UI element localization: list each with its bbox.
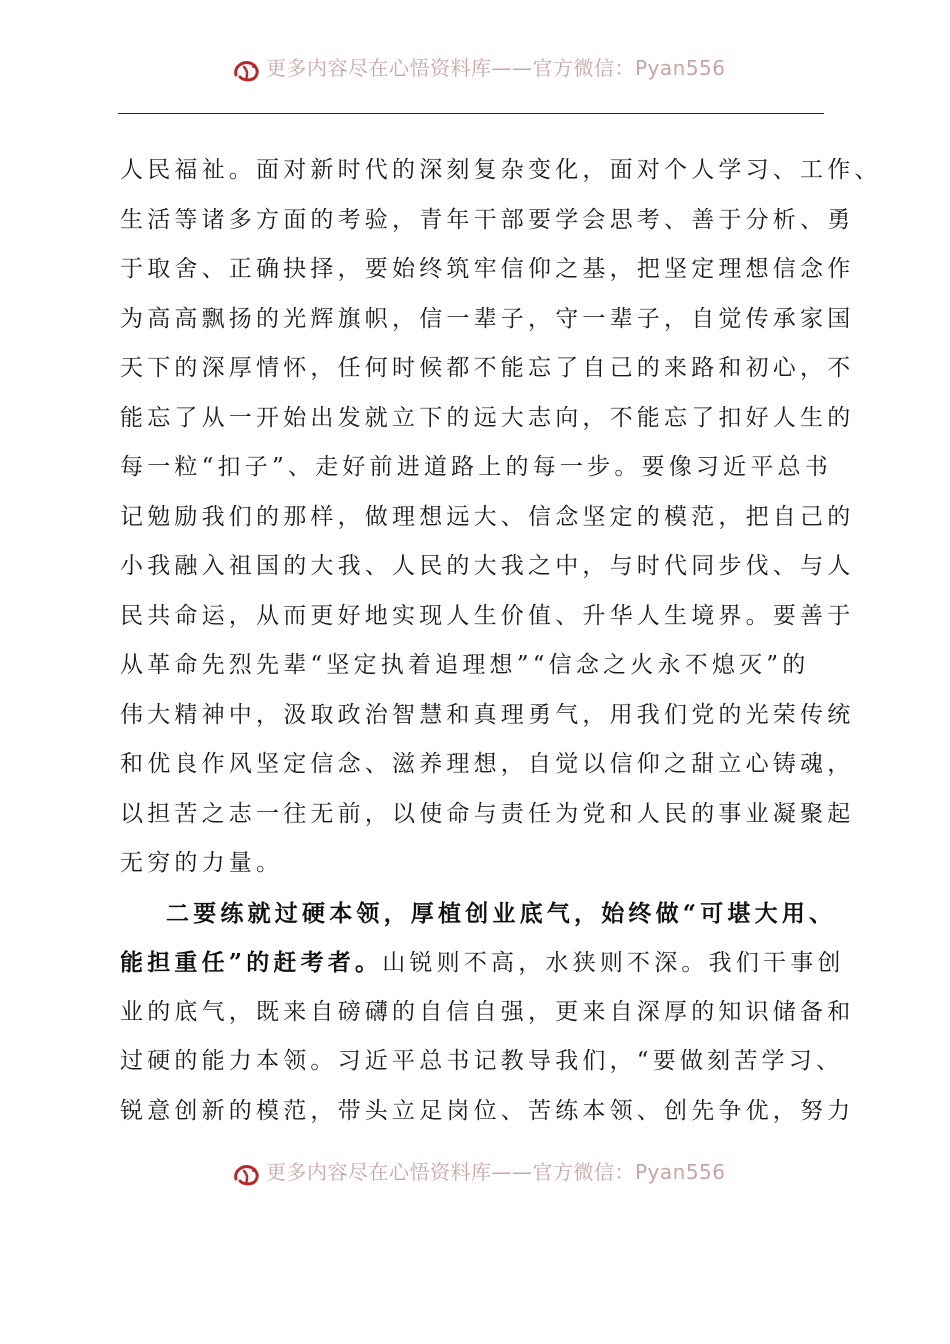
brush-logo-icon — [232, 1161, 262, 1187]
section-heading-line: 二要练就过硬本领，厚植创业底气，始终做“可堪大用、 — [166, 899, 837, 927]
text-line: 记勉励我们的那样，做理想远大、信念坚定的模范，把自己的 — [120, 503, 855, 530]
text-line: 从革命先烈先辈“坚定执着追理想”“信念之火永不熄灭”的 — [120, 652, 810, 678]
text-line: 和优良作风坚定信念、滋养理想，自觉以信仰之甜立心铸魂， — [120, 751, 855, 777]
text-line: 以担苦之志一往无前，以使命与责任为党和人民的事业凝聚起 — [120, 800, 855, 827]
text-line: 生活等诸多方面的考验，青年干部要学会思考、善于分析、勇 — [120, 206, 855, 233]
text-line: 天下的深厚情怀，任何时候都不能忘了自己的来路和初心，不 — [120, 355, 855, 381]
brush-logo-icon — [232, 57, 262, 83]
text-line: 小我融入祖国的大我、人民的大我之中，与时代同步伐、与人 — [120, 553, 855, 579]
text-line: 伟大精神中，汲取政治智慧和真理勇气，用我们党的光荣传统 — [120, 701, 855, 728]
text-line-rest: 山锐则不高，水狭则不深。我们干事创 — [382, 950, 845, 976]
text-line: 为高高飘扬的光辉旗帜，信一辈子，守一辈子，自觉传承家国 — [120, 305, 855, 332]
text-line: 能忘了从一开始出发就立下的远大志向，不能忘了扣好人生的 — [120, 404, 855, 431]
header-divider — [118, 113, 824, 114]
header-banner — [232, 56, 732, 84]
document-body — [120, 146, 882, 1136]
text-line: 人民福祉。面对新时代的深刻复杂变化，面对个人学习、工作、 — [120, 157, 882, 183]
text-line: 锐意创新的模范，带头立足岗位、苦练本领、创先争优，努力 — [120, 1097, 855, 1124]
text-line — [120, 938, 845, 988]
text-line: 过硬的能力本领。习近平总书记教导我们，“要做刻苦学习、 — [120, 1048, 844, 1074]
footer-banner — [232, 1160, 732, 1188]
section-heading-end: 能担重任”的赶考者。 — [120, 949, 383, 976]
footer-banner-text: 更多内容尽在心悟资料库——官方微信：Pyan556 — [266, 1160, 726, 1184]
text-line: 民共命运，从而更好地实现人生价值、升华人生境界。要善于 — [120, 602, 855, 629]
header-banner-text: 更多内容尽在心悟资料库——官方微信：Pyan556 — [266, 56, 726, 80]
text-line: 业的底气，既来自磅礴的自信自强，更来自深厚的知识储备和 — [120, 998, 855, 1025]
text-line: 无穷的力量。 — [120, 850, 284, 876]
text-line: 每一粒“扣子”、走好前进道路上的每一步。要像习近平总书 — [120, 454, 832, 480]
text-line: 于取舍、正确抉择，要始终筑牢信仰之基，把坚定理想信念作 — [120, 256, 855, 282]
